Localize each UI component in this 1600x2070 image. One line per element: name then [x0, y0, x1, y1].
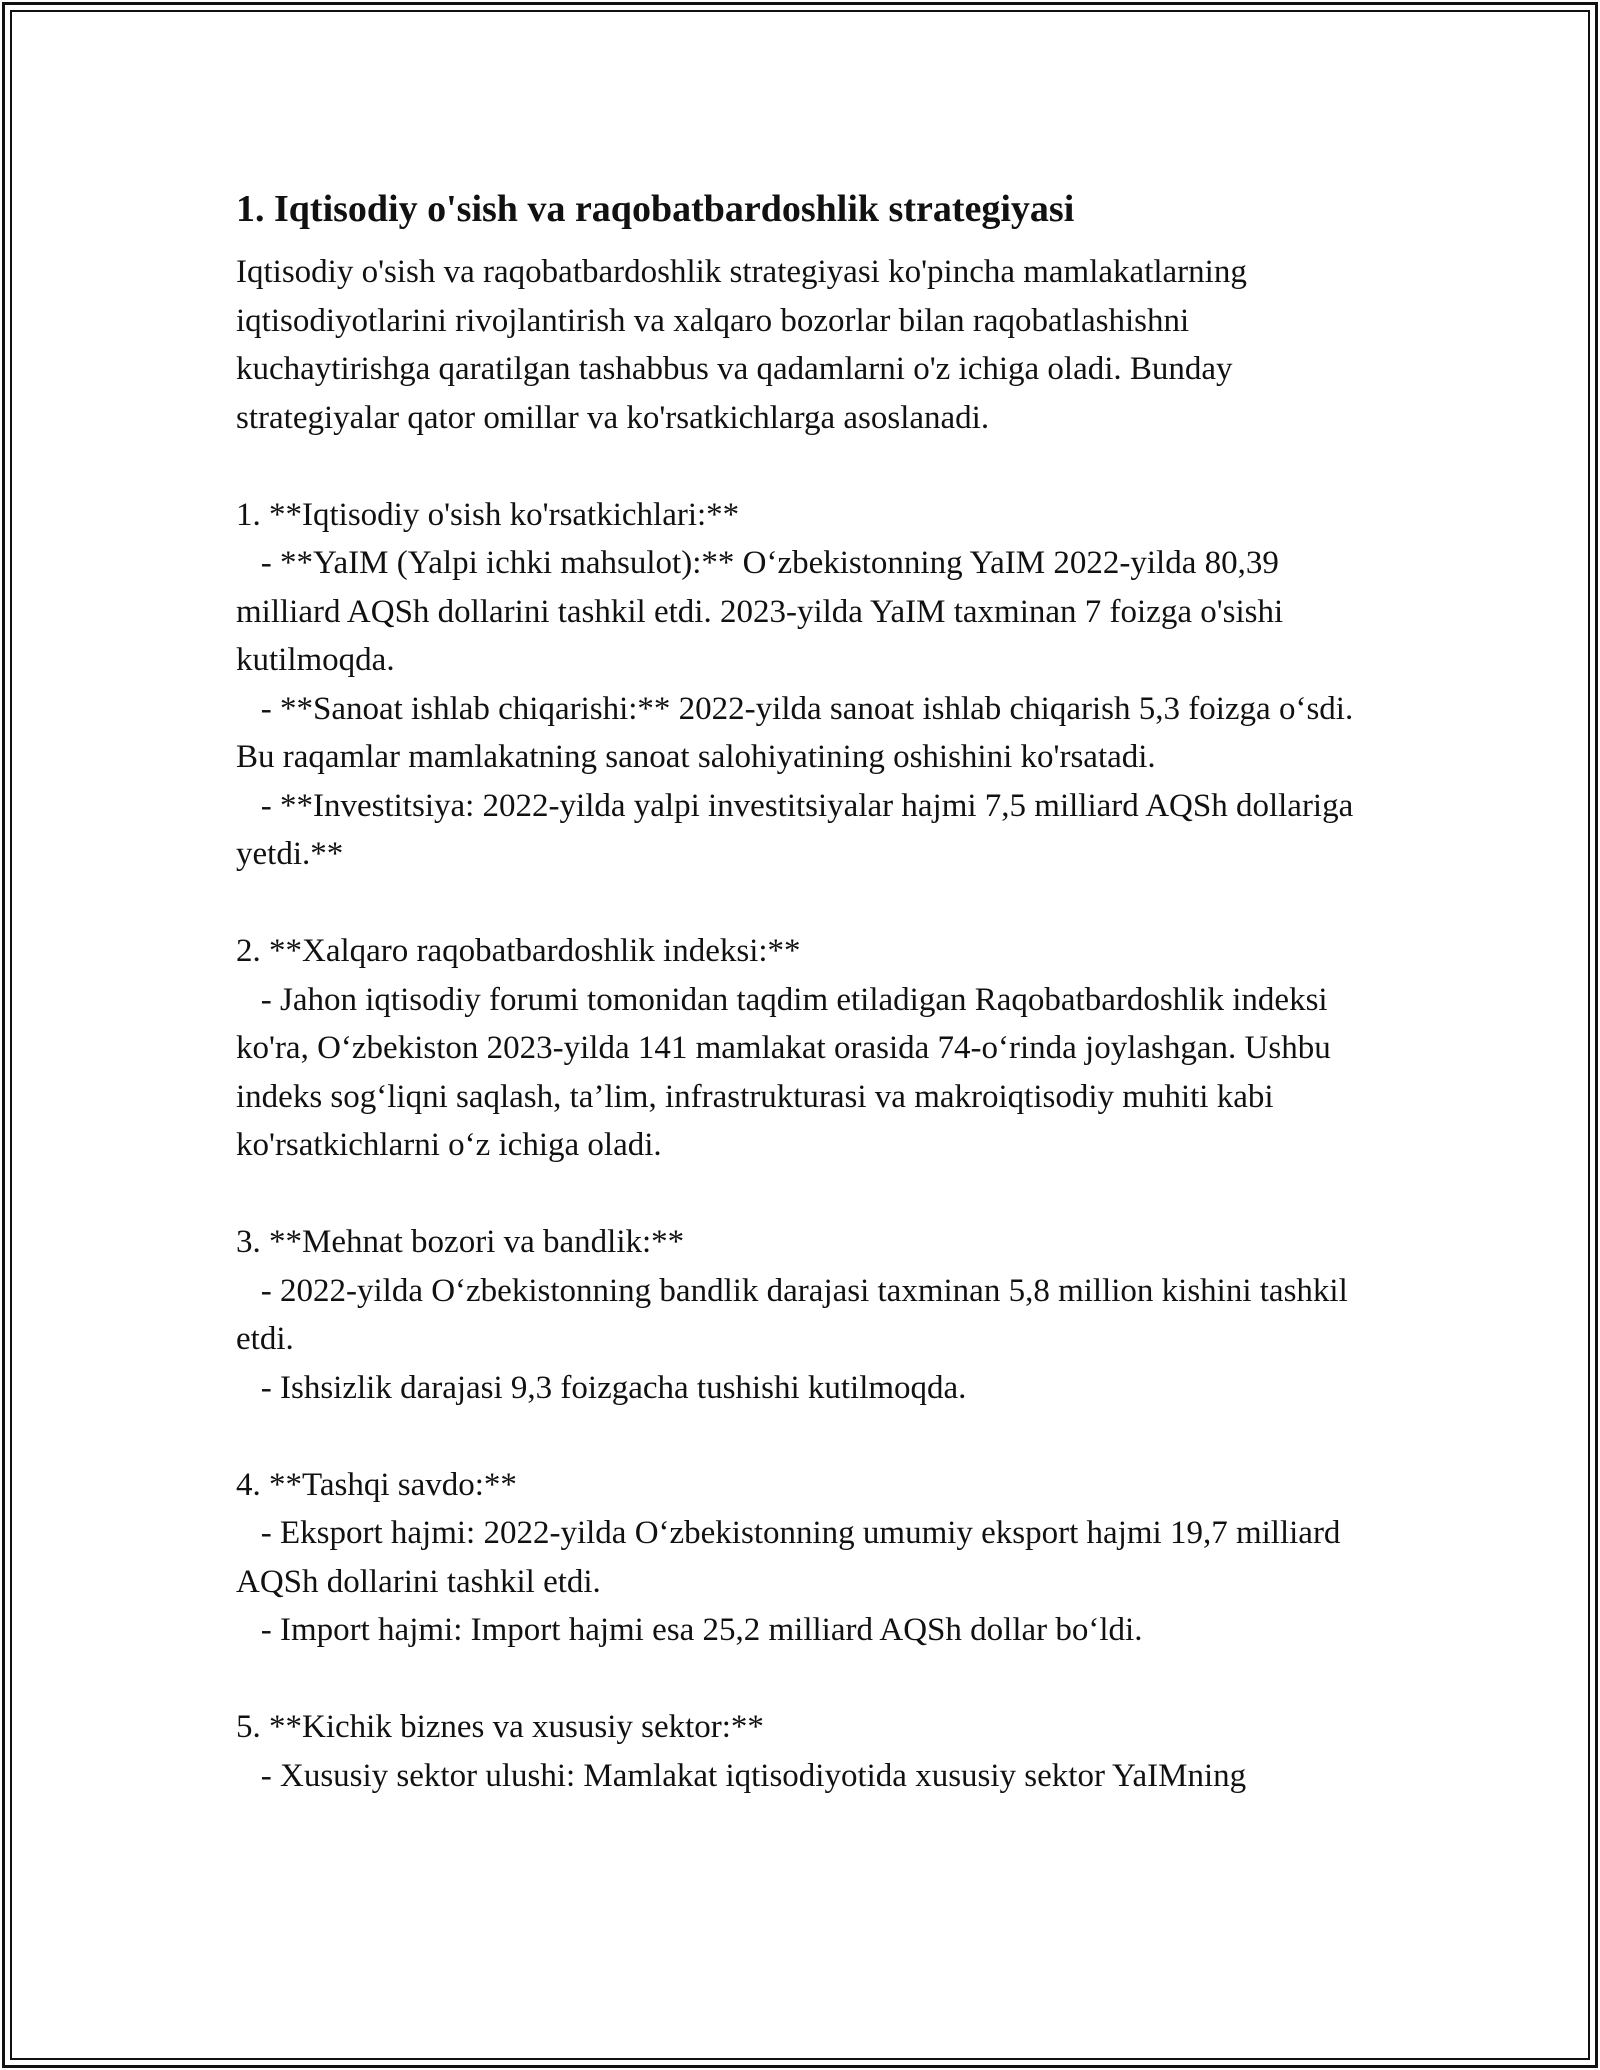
list-item: - Eksport hajmi: 2022-yilda O‘zbekistonning umumiy eksport hajmi 19,7 milliard AQSh dollarini tashkil etdi.	[236, 1515, 1347, 1600]
section-heading: 2. **Xalqaro raqobatbardoshlik indeksi:**	[236, 933, 801, 969]
list-item: - Ishsizlik darajasi 9,3 foizgacha tushishi kutilmoqda.	[236, 1369, 967, 1406]
list-item: - 2022-yilda O‘zbekistonning bandlik darajasi taxminan 5,8 million kishini tashkil etdi.	[236, 1272, 1357, 1357]
list-item: - Import hajmi: Import hajmi esa 25,2 milliard AQSh dollar bo‘ldi.	[236, 1612, 1143, 1648]
list-item: - **Investitsiya: 2022-yilda yalpi investitsiyalar hajmi 7,5 milliard AQSh dollariga yetdi.**	[236, 787, 1362, 872]
list-item: - Xususiy sektor ulushi: Mamlakat iqtisodiyotida xususiy sektor YaIMning	[236, 1757, 1247, 1794]
section-heading: 3. **Mehnat bozori va bandlik:**	[236, 1224, 685, 1260]
section-foreign-trade	[236, 1461, 1376, 1655]
section-competitiveness-index	[236, 927, 1376, 1170]
intro-paragraph: Iqtisodiy o'sish va raqobatbardoshlik strategiyasi ko'pincha mamlakatlarning iqtisodiyotlarini rivojlantirish va xalqaro bozorlar bilan raqobatlashishni kuchaytirishga qaratilgan tashabbus va qadamlarni o'z ichiga oladi. Bunday strategiyalar qator omillar va ko'rsatkichlarga asoslanadi.	[236, 254, 1247, 436]
section-economic-growth	[236, 491, 1376, 879]
list-item: - Jahon iqtisodiy forumi tomonidan taqdim etiladigan Raqobatbardoshlik indeksi ko'ra, O‘zbekiston 2023-yilda 141 mamlakat orasida 74-o‘rinda joylashgan. Ushbu indeks sog‘liqni saqlash, ta’lim, infrastrukturasi va makroiqtisodiy muhiti kabi ko'rsatkichlarni o‘z ichiga oladi.	[236, 981, 1339, 1163]
section-heading: 5. **Kichik biznes va xususiy sektor:**	[236, 1709, 764, 1745]
section-heading: 1. **Iqtisodiy o'sish ko'rsatkichlari:**	[236, 496, 740, 533]
list-item: - **YaIM (Yalpi ichki mahsulot):** O‘zbekistonning YaIM 2022-yilda 80,39 milliard AQSh dollarini tashkil etdi. 2023-yilda YaIM taxminan 7 foizga o'sishi kutilmoqda.	[236, 545, 1292, 678]
section-small-business	[236, 1703, 1376, 1800]
section-labor-market	[236, 1218, 1376, 1412]
document-title: 1. Iqtisodiy o'sish va raqobatbardoshlik strategiyasi	[236, 188, 1075, 230]
section-heading: 4. **Tashqi savdo:**	[236, 1466, 517, 1503]
list-item: - **Sanoat ishlab chiqarishi:** 2022-yilda sanoat ishlab chiqarish 5,3 foizga o‘sdi. Bu raqamlar mamlakatning sanoat salohiyatining oshishini ko'rsatadi.	[236, 690, 1362, 775]
document-body	[236, 186, 1376, 1800]
